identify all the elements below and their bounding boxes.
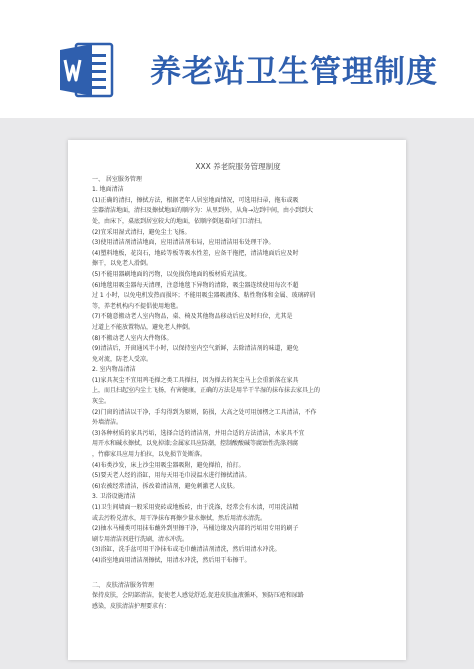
text-line: 外墙清洁。: [92, 419, 123, 427]
text-line: 过道上不能放置物品，避免老人摔倒。: [92, 323, 195, 331]
text-line: 过 1 小时，以免电机发热而损坏；不能用吸尘器吸液体、粘性物体和金属、玻璃碎屑: [92, 292, 316, 300]
text-line: (3)使用清洁剂清洁地面，应用清洁剂布局，应用清洁用布处理干净。: [92, 239, 275, 247]
text-line: (4)浴室地面用清洁剂擦拭，用清水冲洗，然后用干布擦干。: [92, 556, 251, 564]
text-line: (6)地毯用吸尘器每天清理，注意地毯下异物的清除，吸尘器连续使用每次不超: [92, 281, 299, 289]
text-line: (7)不随意搬动老人室内物品，桌、椅及其他物品移动后应及时归位，尤其是: [92, 313, 293, 321]
text-line: (9)清洁后，开窗通风半小时，以保持室内空气新鲜，去除清洁剂的味道，避免: [92, 345, 299, 353]
text-line: 用开水和碱水擦拭，以免掉漆;金属家具应防潮，控制酸酸碱等腐蚀性洗涤剂腐: [92, 440, 299, 448]
text-line: 一、 居室服务管理: [92, 175, 142, 183]
page-title: 养老站卫生管理制度: [150, 54, 438, 90]
text-line: 感染，皮肤清洁护理要求有：: [92, 602, 171, 610]
text-line: 刷专用清洁剂进行洗刷，清水冲洗。: [92, 535, 189, 543]
text-line: 处，由床下，桌底到居室较大的地面，依顺序倒退着向门口清扫。: [92, 217, 267, 225]
text-line: 2. 室内物品清洁: [92, 366, 136, 374]
document-heading: XXX 养老院服务管理制度: [195, 162, 281, 171]
text-line: (3)各种材质的家具污垢，选择合适的清洁剂，并用合适的方法清洁，木家具不宜: [92, 429, 305, 437]
section-1: [92, 175, 384, 567]
text-line: 3. 卫浴设施清洁: [92, 493, 136, 501]
text-line: (6)农被经常清洁，拆改着清洁剂，避免刺激老人皮肤。: [92, 482, 239, 490]
text-line: 擦干，以免老人滑倒。: [92, 260, 153, 268]
text-line: (1)卫生间墙面一般采用瓷砖或地板砖，由于洗涤，经常会有水渍，可用洗洁精: [92, 504, 299, 511]
section-2: [92, 581, 384, 613]
text-line: (5)不能用器刷地面的污物，以免损伤地面的板材质光洁度。: [92, 270, 251, 278]
text-line: (1)正确的清扫，擦拭方法，根据老年人居室地面情况，可选用扫帚，拖布或吸: [92, 196, 299, 204]
text-line: (3)浴缸，洗手盆可用干净抹布或毛巾蘸清洁剂清洗，然后用清水冲洗。: [92, 546, 281, 554]
text-line: (4)塑料地板，花岗石，地砖等板等吸水性差，应备干拖把，清洁地面后应及时: [92, 249, 299, 257]
text-line: (1)家具灰尘不宜用鸡毛掸之类工具掸扫，因为掸去的灰尘马上会重新落在家具: [92, 376, 299, 384]
text-line: (2)宜采用湿式清扫，避免尘土飞扬。: [92, 228, 191, 236]
word-document-icon: [58, 40, 114, 100]
text-line: 1. 地面清洁: [92, 186, 124, 194]
text-line: 尘器清洁地面，清扫及擦拭地面的顺序为：从里到外，从角→边到中间，由小到到大: [92, 207, 314, 215]
text-line: 保持皮肤，会阴部清洁，促使老人感觉舒适,促进皮肤血液循环，预防压疮和尿路: [92, 592, 304, 600]
document-body: [92, 162, 384, 612]
text-line: 上，而且扫起室内尘土飞扬，有害健康，正确的方法是用半干半湿的抹布抹去家具上的: [92, 387, 321, 395]
text-line: (2)门窗的清洁以干净，手勾得到为原则，防损，大高之处可用加楞之工具清洁，不作: [92, 408, 317, 416]
text-line: 灰尘。: [92, 398, 111, 406]
document-page: [68, 140, 406, 660]
text-line: ，竹藤家具应用力拍拉，以免损节处断落。: [92, 451, 207, 459]
section-gap: [92, 567, 384, 581]
text-line: (4)布类沙发，床上沙尘用吸尘器吸附，避免掸拍，拍打。: [92, 461, 245, 469]
text-line: 免对流，防老人受凉。: [92, 355, 153, 363]
text-line: 或去污粉兑清水，用干净抹布再擦少量水擦拭，然后用清水清洗。: [92, 514, 267, 522]
text-line: 二、 皮肤清洁服务管理: [92, 581, 154, 589]
text-line: 等，养老机构内不提倡使用地毯。: [92, 302, 183, 310]
text-line: (2)抽水马桶类可用抹布蘸外到里擦干净，马桶边缘及内部的污垢用专用的刷子: [92, 525, 299, 533]
text-line: (5)要天老人经的浴缸，用每天用毛巾浸温水进行擦拭清洁。: [92, 472, 251, 480]
banner-header: [0, 0, 474, 120]
text-line: (8)不搬动老人室内大件物体。: [92, 334, 173, 342]
